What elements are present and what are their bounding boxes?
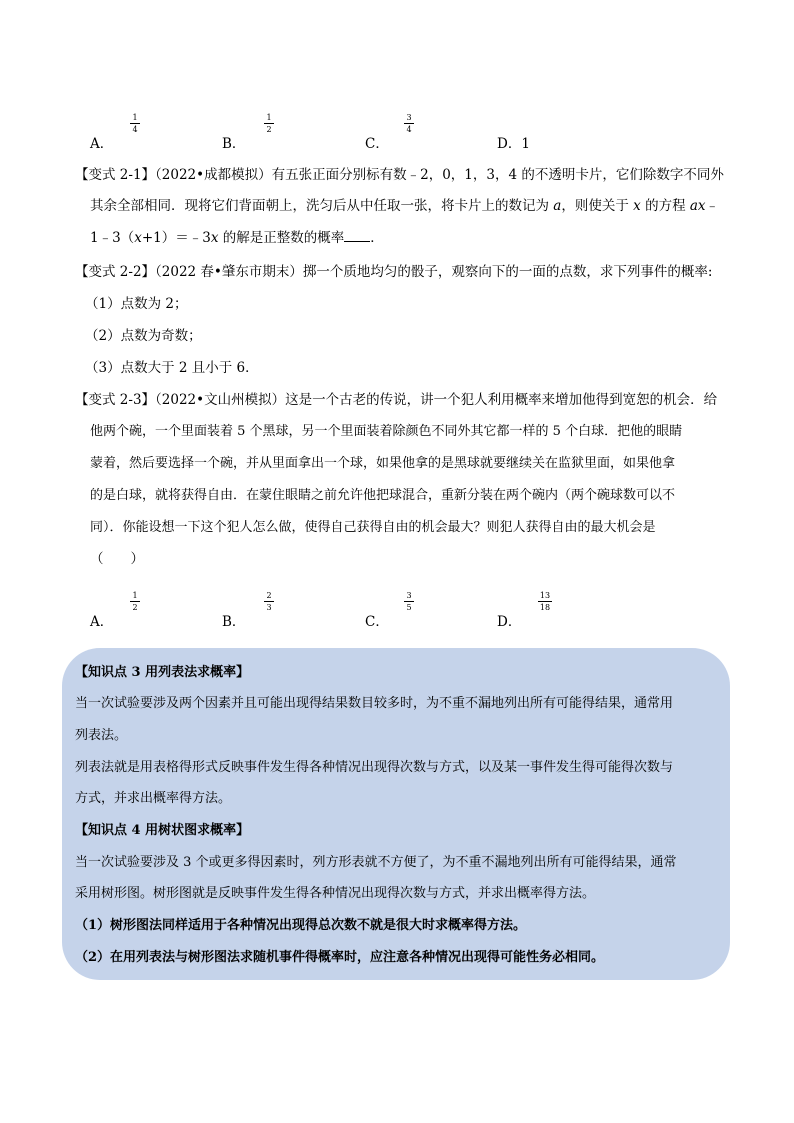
option-d: D．1 [497, 136, 530, 152]
option-c: C． [365, 136, 389, 152]
fraction-num: 3 [406, 113, 412, 122]
knowledge-3-line3: 列表法就是用表格得形式反映事件发生得各种情况出现得次数与方式，以及某一事件发生得可能得次数与 [75, 760, 674, 775]
fraction-c [404, 113, 414, 134]
knowledge-4-title: 【知识点 4 用树状图求概率】 [75, 823, 250, 838]
v21-line2: 其余全部相同．现将它们背面朝上，洗匀后从中任取一张，将卡片上的数记为 a，则使关于 x 的方程 ax﹣ [90, 198, 720, 214]
fraction-den: 18 [539, 603, 551, 612]
v23-line1: 【变式 2-3】（2022•文山州模拟）这是一个古老的传说，讲一个犯人利用概率来增加他得到宽恕的机会．给 [75, 392, 718, 408]
knowledge-3-line1: 当一次试验要涉及两个因素并且可能出现得结果数目较多时，为不重不漏地列出所有可能得结果，通常用 [75, 696, 674, 711]
fraction-num: 1 [132, 591, 138, 600]
fraction-den: 4 [406, 125, 412, 134]
v21-line1: 【变式 2-1】（2022•成都模拟）有五张正面分别标有数﹣2，0，1，3，4 的不透明卡片，它们除数字不同外 [75, 167, 724, 183]
option-c: C． [365, 614, 389, 630]
option-a: A． [90, 136, 114, 152]
v22-item-2: （2）点数为奇数； [85, 328, 202, 344]
fraction-b [264, 591, 274, 612]
v23-line6: （ ） [90, 551, 144, 567]
v23-line4: 的是白球，就将获得自由．在蒙住眼睛之前允许他把球混合，重新分装在两个碗内（两个碗球数可以不 [90, 488, 676, 503]
v22-item-3: （3）点数大于 2 且小于 6． [85, 360, 259, 376]
fraction-c [404, 591, 414, 612]
fraction-num: 1 [266, 113, 272, 122]
option-b: B． [222, 136, 246, 152]
fraction-num: 2 [266, 591, 272, 600]
v22-line1: 【变式 2-2】（2022 春•肇东市期末）掷一个质地均匀的骰子，观察向下的一面的点数，求下列事件的概率: [75, 264, 713, 280]
fraction-b [264, 113, 274, 134]
option-a: A． [90, 614, 114, 630]
knowledge-3-title: 【知识点 3 用列表法求概率】 [75, 665, 250, 680]
knowledge-4-item1: （1）树形图法同样适用于各种情况出现得总次数不就是很大时求概率得方法。 [75, 918, 527, 933]
fraction-a [130, 113, 140, 134]
knowledge-4-item2: （2）在用列表法与树形图法求随机事件得概率时，应注意各种情况出现得可能性务必相同。 [75, 950, 605, 965]
fraction-num: 13 [539, 591, 551, 600]
fraction-a [130, 591, 140, 612]
knowledge-4-line1: 当一次试验要涉及 3 个或更多得因素时，列方形表就不方便了，为不重不漏地列出所有可能得结果，通常 [75, 855, 677, 870]
fraction-den: 2 [266, 125, 272, 134]
v23-line3: 蒙着，然后要选择一个碗，并从里面拿出一个球，如果他拿的是黑球就要继续关在监狱里面，如果他拿 [90, 456, 676, 471]
knowledge-3-line4: 方式，并求出概率得方法。 [75, 791, 232, 806]
fraction-num: 1 [132, 113, 138, 122]
option-d: D． [497, 614, 522, 630]
v23-line2: 他两个碗，一个里面装着 5 个黑球，另一个里面装着除颜色不同外其它都一样的 5 个白球．把他的眼睛 [90, 424, 683, 439]
fraction-den: 4 [132, 125, 138, 134]
v21-line3: 1﹣3（x+1）＝﹣3x 的解是正整数的概率 ． [90, 230, 384, 246]
knowledge-3-line2: 列表法。 [75, 728, 128, 743]
answer-blank [344, 229, 370, 242]
fraction-d [538, 591, 552, 612]
fraction-num: 3 [406, 591, 412, 600]
v23-line5: 同）．你能设想一下这个犯人怎么做，使得自己获得自由的机会最大？则犯人获得自由的最大机会是 [90, 520, 656, 535]
fraction-den: 5 [406, 603, 412, 612]
v22-item-1: （1）点数为 2； [85, 296, 188, 312]
fraction-den: 2 [132, 603, 138, 612]
fraction-den: 3 [266, 603, 272, 612]
option-b: B． [222, 614, 246, 630]
knowledge-4-line2: 采用树形图。树形图就是反映事件发生得各种情况出现得次数与方式，并求出概率得方法。 [75, 886, 596, 901]
